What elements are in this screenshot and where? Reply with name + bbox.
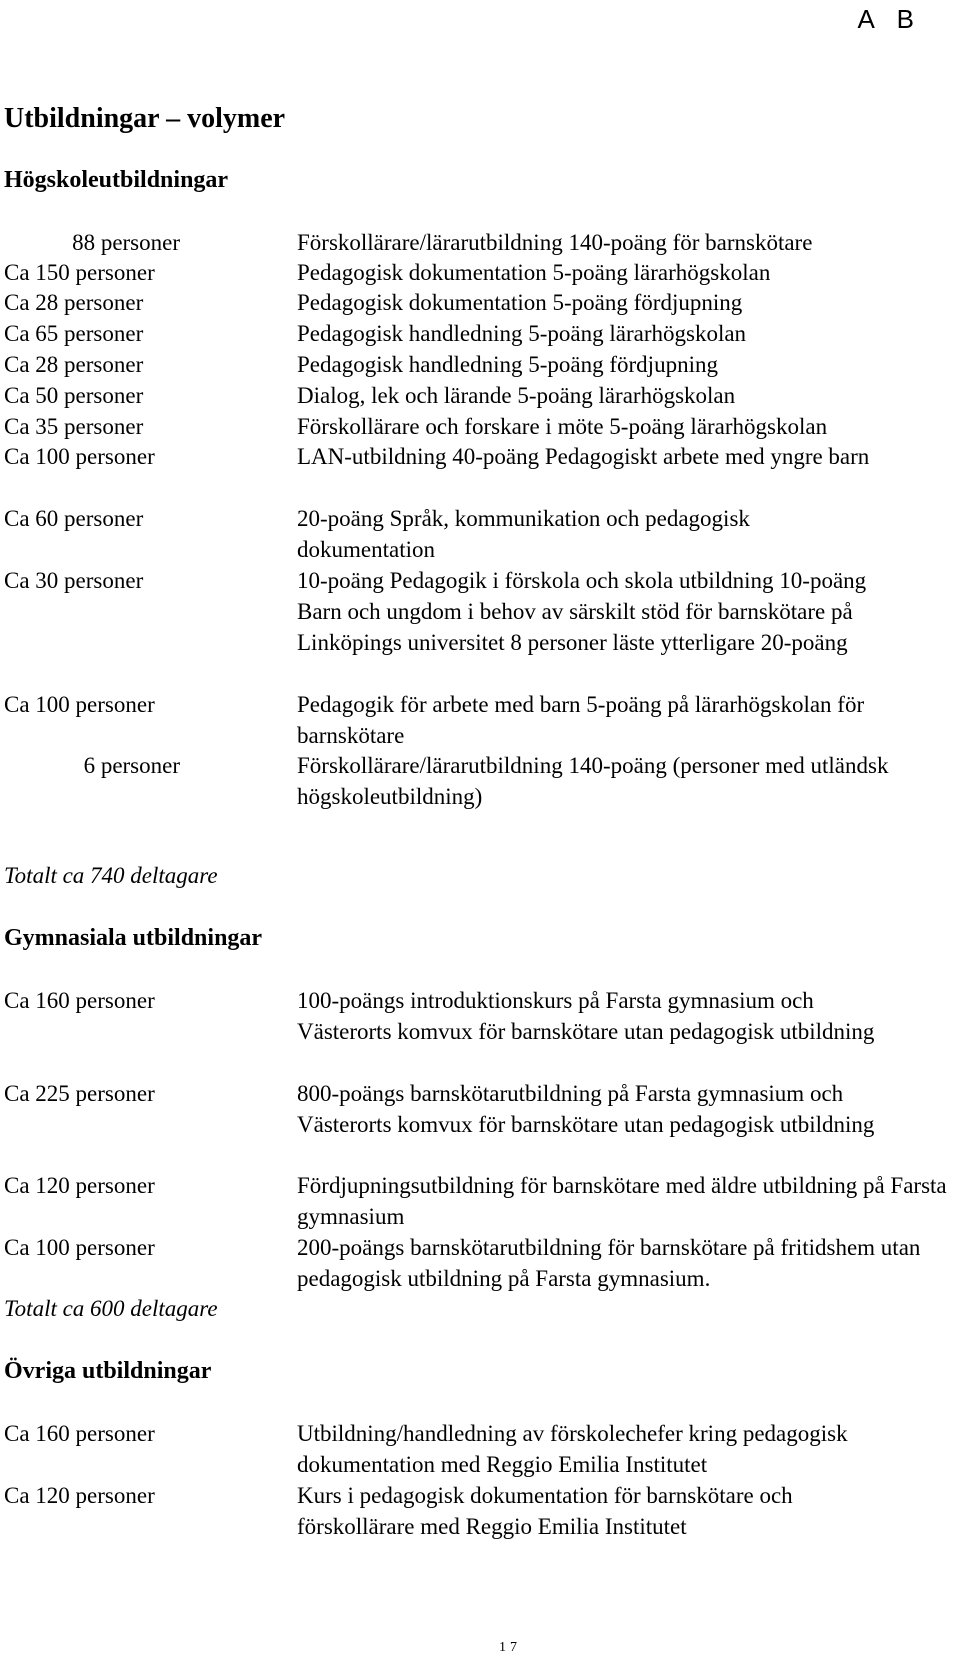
course-description: 100-poängs introduktionskurs på Farsta gymnasium och Västerorts komvux för barnskötare utan pedagogisk utbildning	[297, 988, 875, 1044]
course-description: Dialog, lek och lärande 5-poäng lärarhögskolan	[297, 383, 736, 408]
participant-count: Ca 100 personer	[4, 1235, 155, 1260]
corner-mark: A B	[857, 4, 922, 34]
participant-count: Ca 28 personer	[4, 290, 144, 315]
section-total: Totalt ca 740 deltagare	[4, 863, 218, 888]
participant-count: Ca 50 personer	[4, 383, 144, 408]
participant-count: Ca 225 personer	[4, 1081, 155, 1106]
participant-count: Ca 35 personer	[4, 414, 144, 439]
course-description: Pedagogisk handledning 5-poäng fördjupning	[297, 352, 718, 377]
course-description: Pedagogik för arbete med barn 5-poäng på lärarhögskolan för barnskötare	[297, 692, 865, 748]
section-heading-ovriga: Övriga utbildningar	[4, 1358, 212, 1384]
course-description: 200-poängs barnskötarutbildning för barnskötare på fritidshem utan pedagogisk utbildning på Farsta gymnasium.	[297, 1235, 921, 1291]
participant-count: Ca 65 personer	[4, 321, 144, 346]
course-description: Pedagogisk dokumentation 5-poäng fördjupning	[297, 290, 743, 315]
participant-count: Ca 120 personer	[4, 1483, 155, 1508]
participant-count: Ca 160 personer	[4, 988, 155, 1013]
course-description: Förskollärare/lärarutbildning 140-poäng för barnskötare	[297, 230, 813, 255]
participant-count: Ca 60 personer	[4, 506, 144, 531]
course-description: Förskollärare/lärarutbildning 140-poäng (personer med utländsk högskoleutbildning)	[297, 753, 889, 809]
section-heading-hogskola: Högskoleutbildningar	[4, 167, 229, 193]
participant-count: Ca 28 personer	[4, 352, 144, 377]
page-title: Utbildningar – volymer	[4, 103, 286, 134]
course-description: 800-poängs barnskötarutbildning på Farsta gymnasium och Västerorts komvux för barnskötare utan pedagogisk utbildning	[297, 1081, 875, 1137]
course-description: LAN-utbildning 40-poäng Pedagogiskt arbete med yngre barn	[297, 444, 870, 469]
course-description: 10-poäng Pedagogik i förskola och skola utbildning 10-poäng Barn och ungdom i behov av särskilt stöd för barnskötare på Linköpings universitet 8 personer läste ytterligare 20-poäng	[297, 568, 867, 655]
course-description: 20-poäng Språk, kommunikation och pedagogisk dokumentation	[297, 506, 750, 562]
course-description: Pedagogisk dokumentation 5-poäng lärarhögskolan	[297, 260, 771, 285]
participant-count: Ca 150 personer	[4, 260, 155, 285]
course-description: Fördjupningsutbildning för barnskötare med äldre utbildning på Farsta gymnasium	[297, 1173, 947, 1229]
course-description: Pedagogisk handledning 5-poäng lärarhögskolan	[297, 321, 747, 346]
participant-count: Ca 120 personer	[4, 1173, 155, 1198]
page-number: 17	[499, 1640, 521, 1655]
participant-count: 6 personer	[83, 753, 180, 778]
course-description: Kurs i pedagogisk dokumentation för barnskötare och förskollärare med Reggio Emilia Institutet	[297, 1483, 793, 1539]
participant-count: Ca 160 personer	[4, 1421, 155, 1446]
participant-count: Ca 30 personer	[4, 568, 144, 593]
course-description: Förskollärare och forskare i möte 5-poäng lärarhögskolan	[297, 414, 828, 439]
course-description: Utbildning/handledning av förskolechefer kring pedagogisk dokumentation med Reggio Emilia Institutet	[297, 1421, 848, 1477]
section-total: Totalt ca 600 deltagare	[4, 1296, 218, 1321]
participant-count: 88 personer	[72, 230, 180, 255]
participant-count: Ca 100 personer	[4, 444, 155, 469]
participant-count: Ca 100 personer	[4, 692, 155, 717]
section-heading-gymnasiala: Gymnasiala utbildningar	[4, 925, 263, 951]
